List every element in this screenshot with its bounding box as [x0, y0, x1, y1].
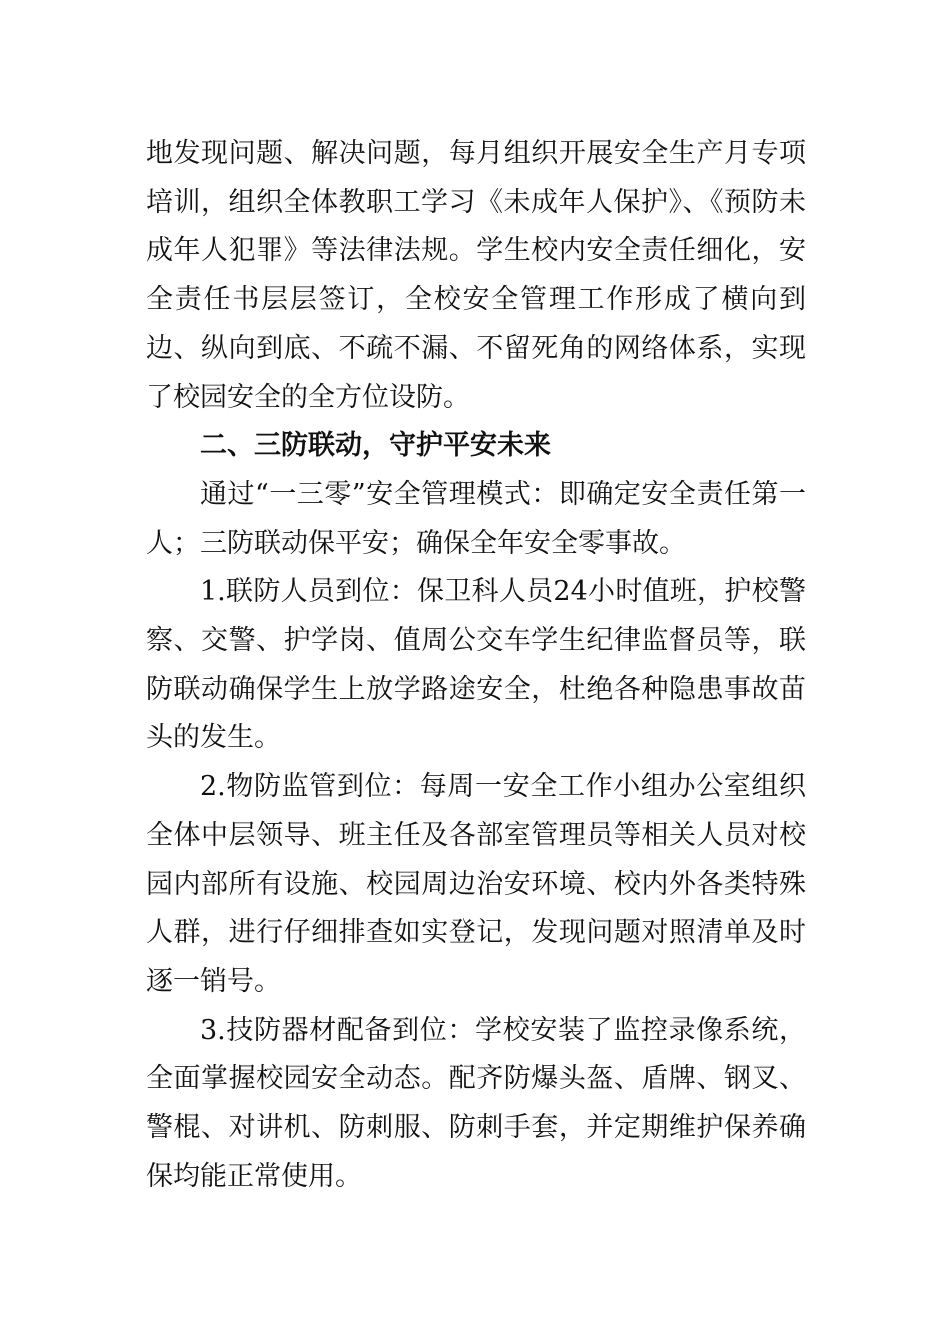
paragraph-intro: 通过“一三零”安全管理模式：即确定安全责任第一人；三防联动保平安；确保全年安全零事故。 [146, 478, 806, 559]
paragraph-item-1: 1.联防人员到位：保卫科人员24小时值班，护校警察、交警、护学岗、值周公交车学生纪律监督员等，联防联动确保学生上放学路途安全，杜绝各种隐患事故苗头的发生。 [146, 576, 806, 754]
document-body [146, 130, 806, 1201]
paragraph-item-3: 3.技防器材配备到位：学校安装了监控录像系统，全面掌握校园安全动态。配齐防爆头盔、盾牌、钢叉、警棍、对讲机、防刺服、防刺手套，并定期维护保养确保均能正常使用。 [146, 1014, 806, 1192]
paragraph-item-2: 2.物防监管到位：每周一安全工作小组办公室组织全体中层领导、班主任及各部室管理员等相关人员对校园内部所有设施、校园周边治安环境、校内外各类特殊人群，进行仔细排查如实登记，发现问题对照清单及时逐一销号。 [146, 771, 806, 997]
section-heading: 二、三防联动，守护平安未来 [200, 430, 551, 462]
paragraph-continuation: 地发现问题、解决问题，每月组织开展安全生产月专项培训，组织全体教职工学习《未成年人保护》、《预防未成年人犯罪》等法律法规。学生校内安全责任细化，安全责任书层层签订，全校安全管理工作形成了横向到边、纵向到底、不疏不漏、不留死角的网络体系，实现了校园安全的全方位设防。 [146, 138, 806, 413]
